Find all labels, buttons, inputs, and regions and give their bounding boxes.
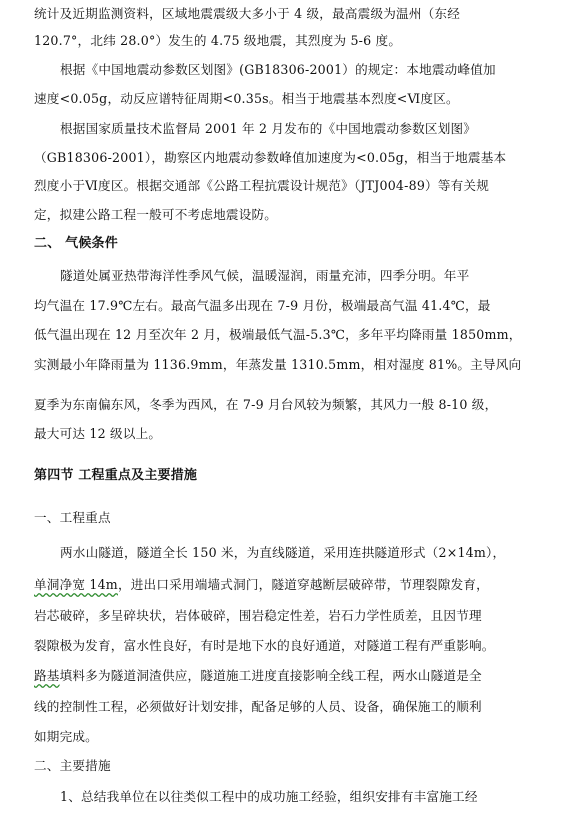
- paragraph-line: 低气温出现在 12 月至次年 2 月，极端最低气温-5.3℃，多年平均降雨量 1850mm，: [34, 327, 522, 342]
- paragraph-line: 根据国家质量技术监督局 2001 年 2 月发布的《中国地震动参数区划图》: [60, 121, 477, 136]
- paragraph-line: 夏季为东南偏东风，冬季为西风，在 7-9 月台风较为频繁，其风力一般 8-10 级，: [34, 397, 498, 412]
- section-heading-climate: 二、 气候条件: [34, 236, 118, 251]
- paragraph-line: 速度<0.05g，动反应谱特征周期<0.35s。相当于地震基本烈度<Ⅵ度区。: [34, 91, 459, 106]
- paragraph-line: 定，拟建公路工程一般可不考虑地震设防。: [34, 207, 278, 222]
- section-heading-4: 第四节 工程重点及主要措施: [34, 468, 198, 483]
- paragraph-line: 最大可达 12 级以上。: [34, 426, 162, 441]
- paragraph-line: 裂隙极为发育，富水性良好，有时是地下水的良好通道，对隧道工程有严重影响。: [34, 638, 495, 653]
- paragraph-line: 隧道处属亚热带海洋性季风气候，温暖湿润，雨量充沛，四季分明。年平: [60, 268, 470, 283]
- text-segment: 填料多为隧道洞渣供应，隧道施工进度直接影响全线工程，两水山隧道是全: [59, 668, 482, 683]
- paragraph-line: 如期完成。: [34, 729, 98, 744]
- subheading-key-points: 一、工程重点: [34, 510, 111, 525]
- paragraph-line: [34, 668, 534, 684]
- subheading-main-measures: 二、主要措施: [34, 758, 111, 773]
- paragraph-line: 根据《中国地震动参数区划图》(GB18306-2001）的规定：本地震动峰值加: [60, 62, 496, 77]
- paragraph-line: 统计及近期监测资料，区域地震震级大多小于 4 级，最高震级为温州（东经: [34, 6, 461, 21]
- paragraph-line: 1、总结我单位在以往类似工程中的成功施工经验，组织安排有丰富施工经: [60, 789, 478, 804]
- spellcheck-underlined-text: 路基: [34, 668, 60, 683]
- spellcheck-underlined-text: 单洞净宽 14m: [34, 577, 118, 592]
- paragraph-line: 120.7°，北纬 28.0°）发生的 4.75 级地震，其烈度为 5-6 度。: [34, 33, 402, 48]
- paragraph-line: 均气温在 17.9℃左右。最高气温多出现在 7-9 月份，极端最高气温 41.4℃，最: [34, 298, 491, 313]
- paragraph-line: （GB18306-2001），勘察区内地震动参数峰值加速度为<0.05g，相当于地震基本: [34, 150, 507, 165]
- paragraph-line: 实测最小年降雨量为 1136.9mm，年蒸发量 1310.5mm，相对湿度 81%。主导风向: [34, 357, 522, 372]
- text-segment: ，进出口采用端墙式洞门，隧道穿越断层破碎带，节理裂隙发育，: [117, 577, 489, 592]
- paragraph-line: 两水山隧道，隧道全长 150 米，为直线隧道，采用连拱隧道形式（2×14m），: [60, 545, 506, 560]
- paragraph-line: 线的控制性工程，必须做好计划安排，配备足够的人员、设备，确保施工的顺利: [34, 699, 482, 714]
- paragraph-line: [34, 577, 534, 593]
- paragraph-line: 岩芯破碎，多呈碎块状，岩体破碎，围岩稳定性差，岩石力学性质差，且因节理: [34, 608, 482, 623]
- paragraph-line: 烈度小于Ⅵ度区。根据交通部《公路工程抗震设计规范》（JTJ004-89）等有关规: [34, 178, 489, 193]
